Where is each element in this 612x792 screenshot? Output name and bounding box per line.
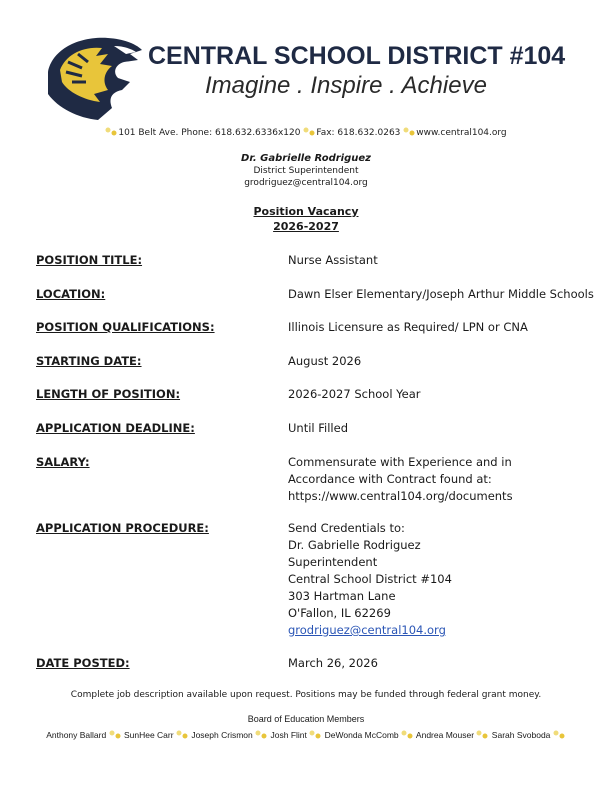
field-value-line: Dr. Gabrielle Rodriguez (288, 538, 421, 552)
field-value (288, 420, 348, 437)
paw-icon (109, 730, 122, 739)
superintendent-email[interactable]: grodriguez@central104.org (244, 178, 368, 188)
field-value-line: August 2026 (288, 354, 362, 368)
field-value-line: Central School District #104 (288, 572, 452, 586)
vacancy-year: 2026-2027 (273, 220, 339, 233)
field-value (288, 286, 594, 303)
field-value-line: Dawn Elser Elementary/Joseph Arthur Middle Schools (288, 287, 594, 301)
field-label: LOCATION: (36, 287, 106, 301)
field-label: POSITION QUALIFICATIONS: (36, 320, 215, 334)
superintendent-title: District Superintendent (253, 166, 359, 176)
field-value-line: Accordance with Contract found at: (288, 472, 492, 486)
field-value (288, 319, 528, 336)
field-value (288, 353, 361, 370)
paw-icon (553, 730, 566, 739)
field-value-line: Until Filled (288, 421, 348, 435)
paw-icon (176, 730, 189, 739)
superintendent-block (0, 153, 612, 189)
field-value-line: Superintendent (288, 555, 378, 569)
district-tagline: Imagine . Inspire . Achieve (205, 72, 487, 99)
field-label: POSITION TITLE: (36, 253, 143, 267)
vacancy-heading (0, 204, 612, 234)
board-member: Josh Flint (270, 730, 307, 740)
field-label: APPLICATION PROCEDURE: (36, 521, 209, 535)
field-label: SALARY: (36, 455, 90, 469)
field-value (288, 386, 421, 403)
field-value (288, 454, 513, 505)
paw-icon (255, 730, 268, 739)
field-label: STARTING DATE: (36, 354, 142, 368)
field-value-line: March 26, 2026 (288, 656, 378, 670)
board-member: DeWonda McComb (324, 730, 399, 740)
board-member: Anthony Ballard (46, 730, 107, 740)
contact-fax: Fax: 618.632.0263 (316, 128, 401, 138)
field-label: APPLICATION DEADLINE: (36, 421, 195, 435)
board-members (0, 730, 612, 740)
board-heading: Board of Education Members (247, 714, 365, 724)
field-value-line: Nurse Assistant (288, 253, 378, 267)
board-member: SunHee Carr (123, 730, 174, 740)
field-value-line: 303 Hartman Lane (288, 589, 396, 603)
superintendent-name: Dr. Gabrielle Rodriguez (241, 153, 371, 164)
footer-note: Complete job description available upon request. Positions may be funded through federal grant money. (70, 690, 542, 700)
paw-icon (401, 730, 414, 739)
email-link[interactable]: grodriguez@central104.org (288, 623, 446, 637)
contact-line (0, 127, 612, 138)
tiger-logo (38, 32, 144, 122)
field-value-line: O'Fallon, IL 62269 (288, 606, 391, 620)
field-value (288, 655, 378, 672)
board-member: Joseph Crismon (191, 730, 253, 740)
field-label: DATE POSTED: (36, 656, 130, 670)
field-value-line: Illinois Licensure as Required/ LPN or CNA (288, 320, 528, 334)
field-value (288, 520, 452, 639)
field-value-line: https://www.central104.org/documents (288, 489, 513, 503)
field-value-line: 2026-2027 School Year (288, 387, 421, 401)
paw-icon (403, 127, 416, 136)
paw-icon (303, 127, 316, 136)
field-label: LENGTH OF POSITION: (36, 387, 181, 401)
district-name: CENTRAL SCHOOL DISTRICT #104 (148, 42, 566, 70)
contact-website[interactable]: www.central104.org (416, 128, 507, 138)
field-value-line: Send Credentials to: (288, 521, 405, 535)
board-member: Sarah Svoboda (491, 730, 551, 740)
field-value (288, 252, 378, 269)
field-value-line: Commensurate with Experience and in (288, 455, 512, 469)
paw-icon (309, 730, 322, 739)
paw-icon (476, 730, 489, 739)
vacancy-title: Position Vacancy (253, 205, 359, 218)
contact-address: 101 Belt Ave. Phone: 618.632.6336x120 (118, 128, 301, 138)
board-member: Andrea Mouser (415, 730, 475, 740)
paw-icon (105, 127, 118, 136)
